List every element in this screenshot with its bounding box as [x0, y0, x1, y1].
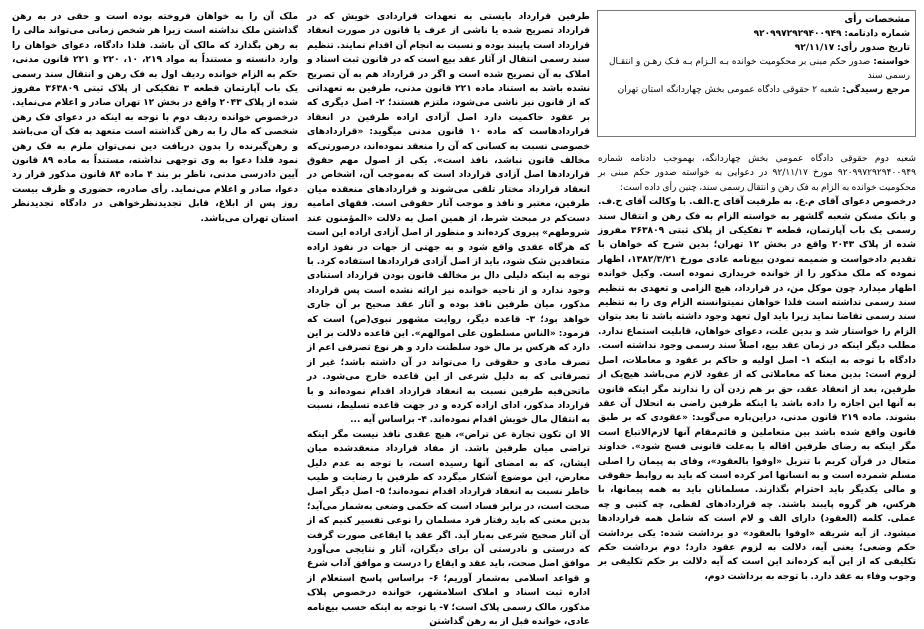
summary-title: مشخصات رأی	[844, 14, 910, 25]
summary-row-claim	[603, 55, 910, 83]
ruling-summary-box	[597, 10, 916, 137]
summary-key: شماره دادنامه:	[844, 29, 910, 39]
ruling-body-paragraph: طرفین قرارداد بایستی به تعهدات قراردادی خویش که در قرارداد تصریح شده یا ناشی از عرف یا قانون در صورت انعقاد قرارداد است پایبند بوده و نسبت به انجام آن اقدام نمایند. تنظیم سند رسمی انتقال از آثار عقد بیع است که در قانون ثبت اسناد و املاک به آن تصریح شده است و اگر در قرارداد هم به آن تصریح نشده باشد به استناد ماده ۲۲۱ قانون مدنی، طرفین به تعهداتی که از قانون نیز ناشی می‌شود، ملتزم هستند؛ ۲- اصل دیگری که بر عقود حاکمیت دارد اصل آزادی اراده طرفین در انعقاد قراردادهاست که ماده ۱۰ قانون مدنی میگوید: «قراردادهای خصوصی نسبت به کسانی که آن را منعقد نموده‌اند، درصورتی‌که مخالف قانون نباشد، نافذ است». یکی از اصول مهم حقوق قراردادها اصل آزادی قرارداد است که به‌موجب آن، اشخاص در انعقاد قرارداد مختار تلقی می‌شوند و قراردادهای منعقده میان طرفین، معتبر و نافذ و موجب آثار حقوقی است. فقهای امامیه دست‌کم در مبحث شرط، از همین اصل به دلالت «المؤمنون عند شروطهم» پیروی کرده‌اند و منظور از اصل آزادی اراده این است که هرگاه عقدی واقع شود و به جهتی از جهات در نفوذ اراده متعاقدین شک شود، باید از اصل آزادی قراردادها استفاده کرد. با توجه به اینکه دلیلی دال بر مخالف قانون بودن قرارداد استنادی وجود ندارد و از ناحیه خوانده نیز ارائه نشده است پس قرارداد مذکور، میان طرفین نافذ بوده و آثار عقد صحیح بر آن جاری خواهد بود؛ ۳- قاعده دیگر، روایت مشهور نبوی(ص) است که فرمود: «الناس مسلطون علی اموالهم». این قاعده دلالت بر این دارد که هرکس بر مال خود سلطنت دارد و هر نوع تصرفی اعم از تصرف مادی و حقوقی را می‌تواند در آن داشته باشد؛ غیر از تصرفاتی که به دلیل شرعی از این قاعده خارج می‌شود. در ماتحن‌فیه طرفین نسبت به انعقاد قرارداد اقدام نموده‌اند و با قرارداد مذکور، ادای اراده کرده و در جهت قاعده تسلیط، نسبت به انتقال مال خویش اقدام نموده‌اند. ۴- براساس آیه ...	[307, 12, 591, 426]
summary-value: صدور حکم مبنی بر محکومیت خوانده بـه الـزام بـه فـک رهـن و انتقـال رسمی سند	[608, 57, 910, 81]
summary-row-date	[603, 41, 910, 55]
summary-row-number	[603, 27, 910, 41]
summary-row-court	[603, 83, 910, 97]
text-column-left	[12, 10, 298, 250]
ruling-body-paragraph: درخصوص دعوای آقای م.ع. به طرفیت آقای ح.الف. با وکالت آقای ح.ف. و بانک مسکن شعبه گلشهر به خواسته الزام به فک رهن و انتقال سند رسمی یک باب آپارتمان، قطعه ۳ تفکیکی از پلاک ثبتی ۳۶۳۸۰۹ مفروز شده از پلاک ۲۰۴۳ واقع در بخش ۱۲ تهران؛ بدین شرح که خواهان با تقدیم دادخواست و ضمیمه نمودن بیع‌نامه عادی مورخ ۱۳۸۲/۳/۲۱، اظهار نموده که ملک مذکور را از خوانده خریداری نموده است. وکیل خوانده اظهار میدارد چون موکل من، در قرارداد، هیچ الزامی و تعهدی به تنظیم سند رسمی نداشته است فلذا خواهان نمیتوانسته الزام وی را به تنظیم سند رسمی تقاضا نماید زیرا باید اول تعهد وجود داشته باشد تا بعد بتوان الزام را خواستار شد و بدین علت، دعوای خواهان، قابلیت استماع ندارد. مطلب دیگر اینکه در زمان عقد بیع، اصلاً سند رسمی وجود نداشته است. دادگاه با توجه به اینکه ۱- اصل اولیه و حاکم بر عقود و معاملات، اصل لزوم است: بدین معنا که معاملاتی که از عقود لازم می‌باشد هیچ‌یک از طرفین، بعد از انعقاد عقد، حق بر هم زدن آن را ندارند مگر اینکه قانون به آنها این اجازه را داده باشد یا اینکه طرفین راضی به انحلال آن عقد بشوند. ماده ۲۱۹ قانون مدنی، دراین‌باره می‌گوید: «عقودی که بر طبق قانون واقع شده باشد بین متعاملین و قائم‌مقام آنها لازم‌الاتباع است مگر اینکه به رضای طرفین اقاله یا به‌علت قانونی فسخ شود». خداوند متعال در قرآن کریم با تنزیل «اوفوا بالعقود»، وفای به پیمان را اصلی مسلم شمرده است و به انسانها امر کرده است که باید به روابط حقوقی و مالی یکدیگر باید احترام بگذارند. مسلمانان باید به همه پیمانها، با هرکس، هر گروه پایبند باشند. چه قراردادهای لفظی، چه کتبی و چه عملی. کلمه (العقود) دارای الف و لام است که شامل همه قراردادها میشود. از آیه شریفه «اوفوا بالعقود» دو برداشت شده: یکی برداشت حکم وضعی؛ یعنی آیه، دلالت به لزوم عقود دارد؛ دوم برداشت حکم تکلیفی که از این آیه کرده‌اند این است که آیه دلالت بر حکم تکلیفی بر وجوب وفاء به عقد دارد. با توجه به برداشت دوم،	[598, 197, 917, 582]
text-column-right	[598, 152, 916, 608]
summary-value: شعبه ۲ حقوقی دادگاه عمومی بخش چهاردانگه استان تهران	[617, 85, 840, 95]
summary-value: ۹۲/۱۱/۱۷	[794, 43, 835, 53]
summary-key: تاریخ صدور رأی:	[837, 43, 910, 53]
summary-value: ۹۲۰۹۹۷۲۹۲۹۴۰۰۹۴۹	[753, 29, 842, 39]
summary-key: خواسته:	[873, 57, 910, 67]
summary-key: مرجع رسیدگی:	[842, 85, 910, 95]
ruling-body-paragraph: الا ان تکون تجارة عن تراض»، هیچ عقدی نافذ نیست مگر اینکه تراضی میان طرفین باشد. از مفاد قرارداد منعقدشده میان ایشان، که به امضای آنها رسیده است، با توجه به عدم دلیل معارض، این موضوع آشکار میگردد که طرفین با رضایت و طیب خاطر نسبت به انعقاد قرارداد اقدام نموده‌اند؛ ۵- اصل دیگر اصل صحت است، در برابر فساد است که حکمی وضعی به‌شمار می‌آید؛ بدین معنی که باید رفتار فرد مسلمان را نوعی تفسیر کنیم که از آن آثار صحیح شرعی به‌بار آید. اگر عقد یا ایقاعی صورت گرفت که درستی و نادرستی آن برای دیگران، آثار و نتایجی می‌آورد موافق اصل صحت، باید عقد و ایقاع را درست و موافق آداب شرع و قواعد اسلامی به‌شمار آوریم؛ ۶- براساس پاسخ استعلام از اداره ثبت اسناد و املاک اسلامشهر، خوانده درخصوص پلاک مذکور، مالک رسمی پلاک است؛ ۷- با توجه به اینکه حسب بیع‌نامه عادی، خوانده قبل از به رهن گذاشتن	[307, 429, 591, 628]
ruling-conclusion-paragraph: ملک آن را به خواهان فروخته بوده است و حقی در به رهن گذاشتن ملک نداشته است زیرا هر شخص زمانی می‌تواند مالی را به رهن بگذارد که مالک آن باشد. فلذا دادگاه، دعوای خواهان را وارد دانسته و مستنداً به مواد ۲۱۹، ۱۰، ۲۲۰ و ۲۲۱ قانون مدنی، حکم به الزام خوانده ردیف اول به فک رهن و انتقال سند رسمی یک باب آپارتمان قطعه ۳ تفکیکی از پلاک ثبتی ۳۶۳۸۰۹ مفروز شده از پلاک ۲۰۴۳ واقع در بخش ۱۲ تهران صادر و اعلام می‌نماید. درخصوص خوانده ردیف دوم با توجه به اینکه در دعوای فک رهن شخصی که مال را به رهن گذاشته است متعهد به فک آن می‌باشد و رهن‌گیرنده را بدون دریافت دین نمی‌توان ملزم به فک رهن نمود فلذا دعوا به وی توجهی نداشته، مستنداً به ماده ۸۹ قانون آیین دادرسی مدنی، ناظر بر بند ۴ ماده ۸۴ قانون مذکور قرار رد دعوا، صادر و اعلام می‌نماید. رأی صادره، حضوری و ظرف بیست روز پس از ابلاغ، قابل تجدیدنظرخواهی در دادگاه تجدیدنظر استان تهران می‌باشد.	[12, 12, 298, 224]
text-column-middle	[307, 10, 591, 628]
ruling-intro-paragraph: شعبه دوم حقوقی دادگاه عمومی بخش چهاردانگه، بهموجب دادنامه شماره ۹۲۰۹۹۷۲۹۲۹۴۰۰۹۴۹ مورخ ۹۲/۱۱/۱۷ در دعوایی به خواسته صدور حکم مبنی بر محکومیت خوانده به الزام به فک رهن و انتقال رسمی سند، چنین رأی داده است:	[598, 154, 916, 193]
